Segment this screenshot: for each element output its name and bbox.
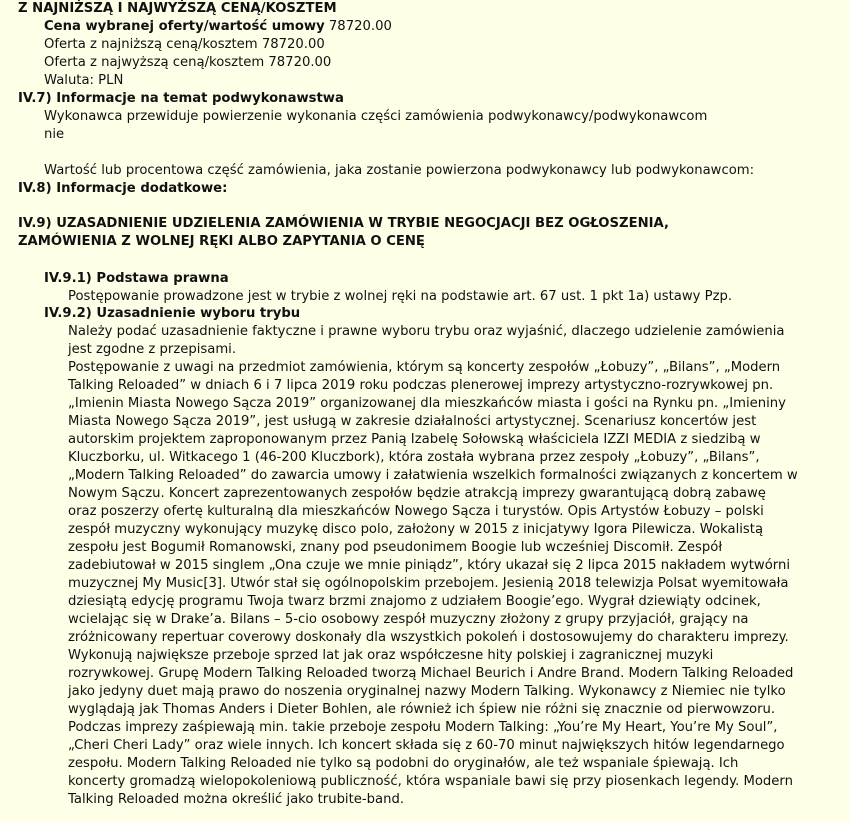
text-line: oraz poszerzy ofertę kulturalną dla mieszkańców Nowego Sącza i turystów. Opis Artystów Łobuzy – polski	[68, 504, 764, 519]
text-line: rozrywkowej. Grupę Modern Talking Reloaded tworzą Michael Beurich i Andre Brand. Modern Talking Reloaded	[68, 666, 794, 681]
text-line: zespołu. Modern Talking Reloaded nie tylko są podobni do oryginałów, ale też wspaniale śpiewają. Ich	[68, 756, 739, 771]
text-line: „Modern Talking Reloaded” do zawarcia umowy i załatwienia wszelkich formalności związanych z koncertem w	[68, 468, 798, 483]
highest-offer-line: Oferta z najwyższą ceną/kosztem 78720.00	[44, 55, 332, 70]
text-line: dziesiątą edycję programu Twoja twarz brzmi znajomo z udziałem Boogie’ego. Wygrał dziewiąty odcinek,	[68, 594, 761, 609]
selected-offer-line	[44, 18, 392, 36]
text-line: Postępowanie z uwagi na przedmiot zamówienia, którym są koncerty zespołów „Łobuzy”, „Bilans”, „Modern	[68, 360, 781, 375]
text-line: zróżnicowany repertuar coverowy doskonały dla wszystkich pokoleń i dostosowujemy do charakteru imprezy.	[68, 630, 789, 645]
text-line: Należy podać uzasadnienie faktyczne i prawne wyboru trybu oraz wyjaśnić, dlaczego udzielenie zamówienia	[68, 324, 785, 339]
text-line: Talking Reloaded można określić jako trubite-band.	[68, 792, 405, 807]
iv9-heading-line1: IV.9) UZASADNIENIE UDZIELENIA ZAMÓWIENIA W TRYBIE NEGOCJACJI BEZ OGŁOSZENIA,	[18, 216, 669, 231]
text-line: zespół muzyczny wykonujący muzykę disco polo, założony w 2015 z inicjatywy Igora Pilewicza. Wokalistą	[68, 522, 764, 537]
text-line: jest zgodne z przepisami.	[68, 342, 237, 357]
iv91-heading: IV.9.1) Podstawa prawna	[44, 271, 229, 286]
lowest-offer-line: Oferta z najniższą ceną/kosztem 78720.00	[44, 37, 325, 52]
text-line: Miasta Nowego Sącza 2019”, jest usługą w zakresie działalności artystycznej. Scenariusz koncertów jest	[68, 414, 757, 429]
text-line: zadebiutował w 2015 singlem „Ona czuje we mnie piniądz”, który ukazał się 2 lipca 2015 nakładem wytwórni	[68, 558, 791, 573]
text-line: Podczas imprezy zaśpiewają min. takie przeboje zespołu Modern Talking: „You’re My Heart, You’re My Soul”,	[68, 720, 778, 735]
iv92-text	[68, 323, 808, 809]
subcontract-line: Wykonawca przewiduje powierzenie wykonania części zamówienia podwykonawcy/podwykonawcom	[44, 109, 708, 124]
iv7-heading: IV.7) Informacje na temat podwykonawstwa	[18, 91, 344, 106]
iv9-heading-line2: ZAMÓWIENIA Z WOLNEJ RĘKI ALBO ZAPYTANIA O CENĘ	[18, 234, 425, 249]
text-line: wyglądają jak Thomas Anders i Dieter Bohlen, ale również ich śpiew nie różni się znacznie od pierwowzoru.	[68, 702, 776, 717]
text-line: „Cheri Cheri Lady” oraz wiele innych. Ich koncert składa się z 60-70 minut największych hitów legendarnego	[68, 738, 785, 753]
currency-line: Waluta: PLN	[44, 73, 124, 88]
text-line: Wykonują największe przeboje sprzed lat jak oraz współczesne hity polskiej i zagranicznej muzyki	[68, 648, 714, 663]
subcontract-value-line: Wartość lub procentowa część zamówienia, jaka zostanie powierzona podwykonawcy lub podwykonawcom:	[44, 163, 755, 178]
iv8-heading: IV.8) Informacje dodatkowe:	[18, 181, 228, 196]
selected-offer-label: Cena wybranej oferty/wartość umowy	[44, 19, 325, 34]
text-line: Nowym Sączu. Koncert zaprezentowanych zespołów będzie atrakcją imprezy gwarantującą dobrą zabawę	[68, 486, 766, 501]
iv6-heading-tail: Z NAJNIŻSZĄ I NAJWYŻSZĄ CENĄ/KOSZTEM	[18, 1, 337, 16]
text-line: koncerty gromadzą wielopokoleniową publiczność, która wspaniale bawi się przy piosenkach legendy. Modern	[68, 774, 793, 789]
subcontract-answer: nie	[44, 127, 65, 142]
iv92-heading: IV.9.2) Uzasadnienie wyboru trybu	[44, 306, 301, 321]
text-line: jako jedyny duet mają prawo do noszenia oryginalnej nazwy Modern Talking. Wykonawcy z Niemiec nie tylko	[68, 684, 786, 699]
text-line: muzycznej My Music[3]. Utwór stał się ogólnopolskim przebojem. Jesienią 2018 telewizja Polsat wyemitowała	[68, 576, 789, 591]
selected-offer-value: 78720.00	[328, 19, 392, 34]
text-line: Kluczborku, ul. Witkacego 1 (46-200 Kluczbork), która została wybrana przez zespoły „Łobuzy”, „Bilans”,	[68, 450, 760, 465]
text-line: zespołu jest Bogumił Romanowski, znany pod pseudonimem Boogie lub wcześniej Discomił. Zespół	[68, 540, 723, 555]
text-line: „Imienin Miasta Nowego Sącza 2019” organizowanej dla mieszkańców miasta i gości na Rynku pn. „Imieniny	[68, 396, 786, 411]
text-line: autorskim projektem zaproponowanym przez Panią Izabelę Sołowską właściciela IZZI MEDIA z siedzibą w	[68, 432, 761, 447]
text-line: wcielając się w Drake’a. Bilans – 5-cio osobowy zespół muzyczny złożony z grupy przyjaciół, grający na	[68, 612, 749, 627]
iv91-text: Postępowanie prowadzone jest w trybie z wolnej ręki na podstawie art. 67 ust. 1 pkt 1a) ustawy Pzp.	[68, 289, 733, 304]
text-line: Talking Reloaded” w dniach 6 i 7 lipca 2019 roku podczas plenerowej imprezy artystyczno-rozrywkowej pn.	[68, 378, 774, 393]
